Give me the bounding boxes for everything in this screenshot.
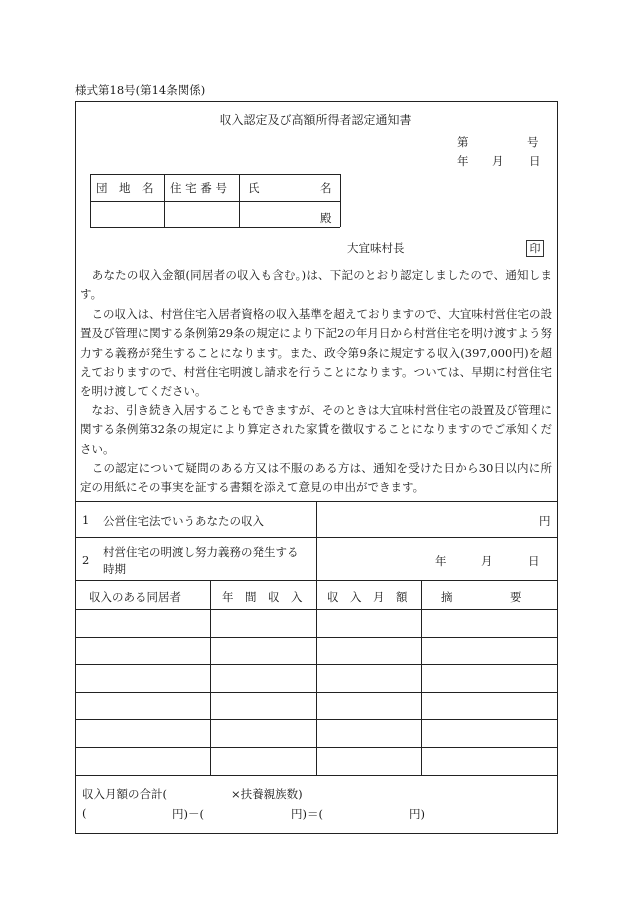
item2-month: 月 <box>481 554 493 568</box>
document-title: 収入認定及び高額所得者認定通知書 <box>219 113 412 127</box>
footer-yen-1: 円)－( <box>172 807 204 821</box>
date-day: 日 <box>529 154 541 168</box>
honorific: 殿 <box>320 211 332 225</box>
item1-number: 1 <box>82 513 90 527</box>
doc-number-suffix: 号 <box>527 135 539 149</box>
item2-year: 年 <box>435 554 447 568</box>
header-dokyosha: 収入のある同居者 <box>89 590 181 604</box>
header-tekiyo: 摘 要 <box>441 590 522 604</box>
doc-number-prefix: 第 <box>457 135 469 149</box>
header-nenkan-shunyu: 年 間 収 入 <box>222 590 303 604</box>
table-col-divider <box>210 580 211 775</box>
footer-open-paren: ( <box>82 806 87 820</box>
issuer-name: 大宜味村長 <box>347 241 405 255</box>
footer-yen-3: 円) <box>409 807 425 821</box>
col-bango-header: 住 宅 番 号 <box>170 181 227 195</box>
seal-mark: 印 <box>526 240 544 257</box>
item2-label-line1: 村営住宅の明渡し努力義務の発生する <box>103 545 299 559</box>
item2-number: 2 <box>82 553 90 567</box>
paragraph-1: あなたの収入金額(同居者の収入も含む。)は、下記のとおり認定しましたので、通知します。 <box>80 268 552 302</box>
item2-label-line2: 時期 <box>103 562 126 576</box>
paragraph-4: この認定について疑問のある方又は不服のある方は、通知を受けた日から30日以内に所定の用紙にその事実を証する書類を添えて意見の申出ができます。 <box>80 461 552 495</box>
item-value-divider <box>316 501 317 580</box>
date-month: 月 <box>492 154 504 168</box>
item1-unit: 円 <box>539 514 551 528</box>
col-shi-header: 氏 <box>248 181 260 195</box>
item1-label: 公営住宅法でいうあなたの収入 <box>103 514 264 528</box>
table-row-line <box>75 775 557 776</box>
paragraph-3: なお、引き続き入居することもできますが、そのときは大宜味村営住宅の設置及び管理に関する条例第32条の規定により算定された家賃を徴収することになりますのでご承知ください。 <box>80 403 552 456</box>
paragraph-2: この収入は、村営住宅入居者資格の収入基準を超えておりますので、大宜味村営住宅の設置及び管理に関する条例第29条の規定により下記2の年月日から村営住宅を明け渡すよう努力する義務が発生することになります。また、政令第9条に規定する収入(397,000円)を超えておりますので、村営住宅明渡し請求を行うことになります。ついては、早期に村営住宅を明け渡してください。 <box>80 307 552 399</box>
footer-total-label: 収入月額の合計( <box>82 787 167 801</box>
date-year: 年 <box>457 154 469 168</box>
table-col-divider <box>316 580 317 775</box>
col-danchi-header: 団 地 名 <box>96 181 154 195</box>
footer-yen-2: 円)＝( <box>291 807 323 821</box>
item2-day: 日 <box>528 554 540 568</box>
table-col-divider <box>421 580 422 775</box>
footer-dependents: ×扶養親族数) <box>231 787 303 801</box>
form-number-label: 様式第18号(第14条関係) <box>75 83 206 97</box>
header-shunyu-getsugaku: 収 入 月 額 <box>327 590 408 604</box>
col-mei-header: 名 <box>320 181 332 195</box>
